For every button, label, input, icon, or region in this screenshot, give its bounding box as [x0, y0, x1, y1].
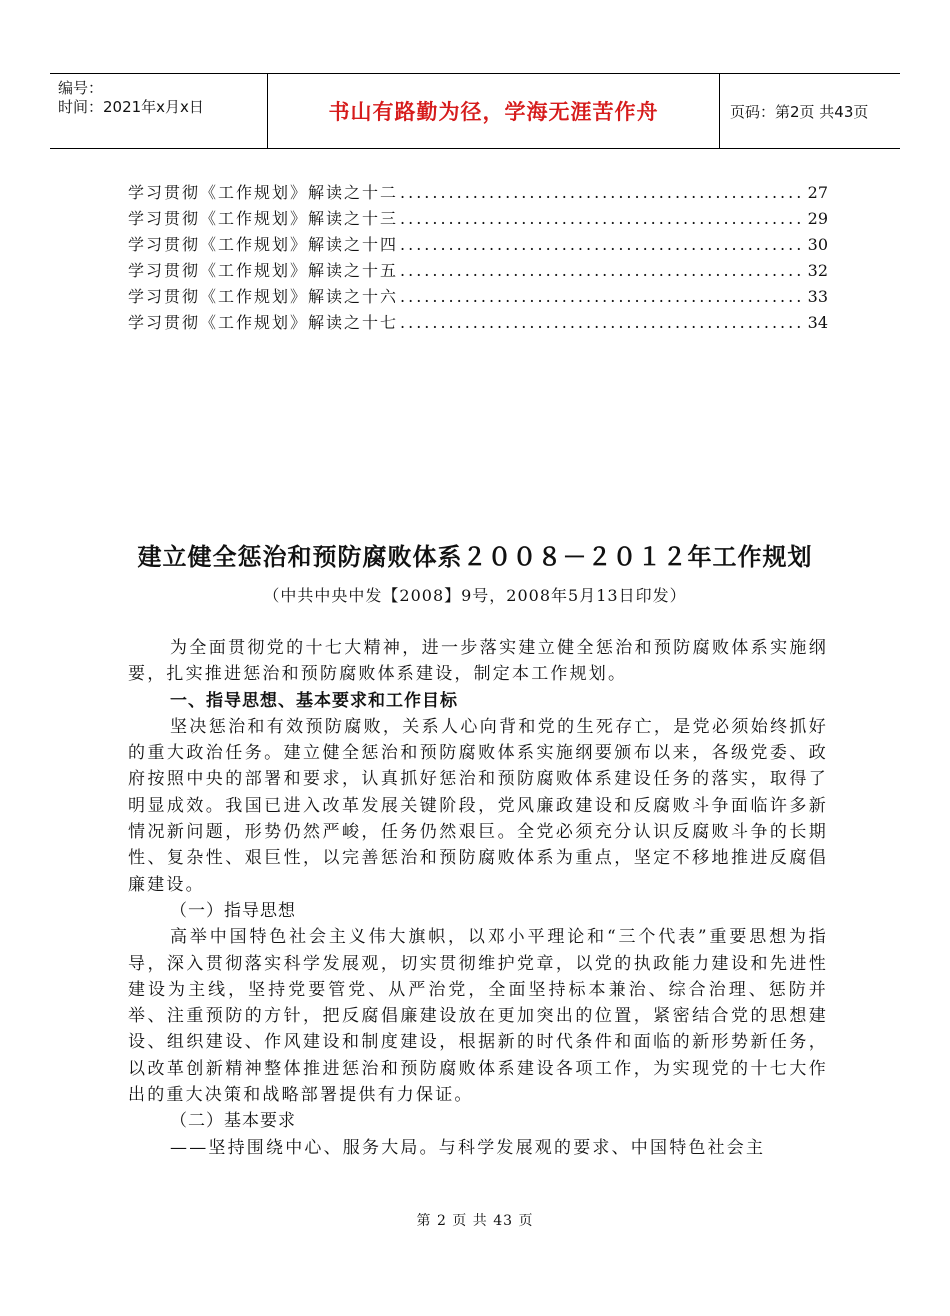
toc-entry[interactable] [128, 284, 828, 310]
body-paragraph: ——坚持围绕中心、服务大局。与科学发展观的要求、中国特色社会主 [170, 1137, 766, 1158]
toc-leader-dots [400, 209, 800, 228]
toc-entry-title: 学习贯彻《工作规划》解读之十七 [128, 313, 399, 332]
document-subtitle: （中共中央中发【2008】9号，2008年5月13日印发） [263, 586, 687, 605]
section-heading: 一、指导思想、基本要求和工作目标 [170, 690, 458, 711]
body-paragraph: 高举中国特色社会主义伟大旗帜，以邓小平理论和“三个代表”重要思想为指导，深入贯彻落实科学发展观，切实贯彻维护党章，以党的执政能力建设和先进性建设为主线，坚持党要管党、从严治党，全面坚持标本兼治、综合治理、惩防并举、注重预防的方针，把反腐倡廉建设放在更加突出的位置，紧密结合党的思想建设、组织建设、作风建设和制度建设，根据新的时代条件和面临的新形势新任务，以改革创新精神整体推进惩治和预防腐败体系建设各项工作，为实现党的十七大作出的重大决策和战略部署提供有力保证。 [128, 927, 828, 1106]
toc-entry-page: 33 [807, 287, 828, 306]
toc-entry-title: 学习贯彻《工作规划》解读之十三 [128, 209, 399, 228]
intro-paragraph: 为全面贯彻党的十七大精神，进一步落实建立健全惩治和预防腐败体系实施纲要，扎实推进惩治和预防腐败体系建设，制定本工作规划。 [128, 638, 828, 685]
toc-leader-dots [400, 313, 800, 332]
document-title: 建立健全惩治和预防腐败体系２００８－２０１２年工作规划 [137, 543, 813, 571]
toc-entry[interactable] [128, 258, 828, 284]
toc-entry[interactable] [128, 310, 828, 336]
table-of-contents [128, 180, 828, 336]
toc-entry-page: 27 [807, 183, 828, 202]
toc-entry[interactable] [128, 206, 828, 232]
header-motto-cell [268, 74, 720, 148]
page-footer: 第 2 页 共 43 页 [416, 1213, 534, 1229]
toc-entry-title: 学习贯彻《工作规划》解读之十二 [128, 183, 399, 202]
header-page-number: 页码：第2页 共43页 [730, 102, 869, 121]
toc-entry-title: 学习贯彻《工作规划》解读之十六 [128, 287, 399, 306]
header-time: 时间：2021年x月x日 [58, 98, 204, 116]
header-number: 编号： [58, 79, 104, 97]
toc-leader-dots [400, 183, 800, 202]
header-motto: 书山有路勤为径，学海无涯苦作舟 [328, 100, 659, 124]
page-header [50, 73, 900, 149]
subsection-heading: （二）基本要求 [170, 1111, 296, 1132]
toc-entry[interactable] [128, 180, 828, 206]
toc-entry[interactable] [128, 232, 828, 258]
toc-entry-page: 32 [807, 261, 828, 280]
header-info-cell [50, 74, 268, 148]
body-paragraph: 坚决惩治和有效预防腐败，关系人心向背和党的生死存亡，是党必须始终抓好的重大政治任务。建立健全惩治和预防腐败体系实施纲要颁布以来，各级党委、政府按照中央的部署和要求，认真抓好惩治和预防腐败体系建设任务的落实，取得了明显成效。我国已进入改革发展关键阶段，党风廉政建设和反腐败斗争面临许多新情况新问题，形势仍然严峻，任务仍然艰巨。全党必须充分认识反腐败斗争的长期性、复杂性、艰巨性，以完善惩治和预防腐败体系为重点，坚定不移地推进反腐倡廉建设。 [128, 716, 828, 895]
toc-entry-title: 学习贯彻《工作规划》解读之十四 [128, 235, 399, 254]
toc-entry-page: 29 [807, 209, 828, 228]
toc-entry-page: 34 [807, 313, 828, 332]
toc-leader-dots [400, 235, 800, 254]
header-page-cell [720, 74, 900, 148]
toc-leader-dots [400, 261, 800, 280]
document-body [128, 635, 828, 1161]
subsection-heading: （一）指导思想 [170, 900, 296, 921]
toc-entry-page: 30 [807, 235, 828, 254]
toc-entry-title: 学习贯彻《工作规划》解读之十五 [128, 261, 399, 280]
toc-leader-dots [400, 287, 800, 306]
